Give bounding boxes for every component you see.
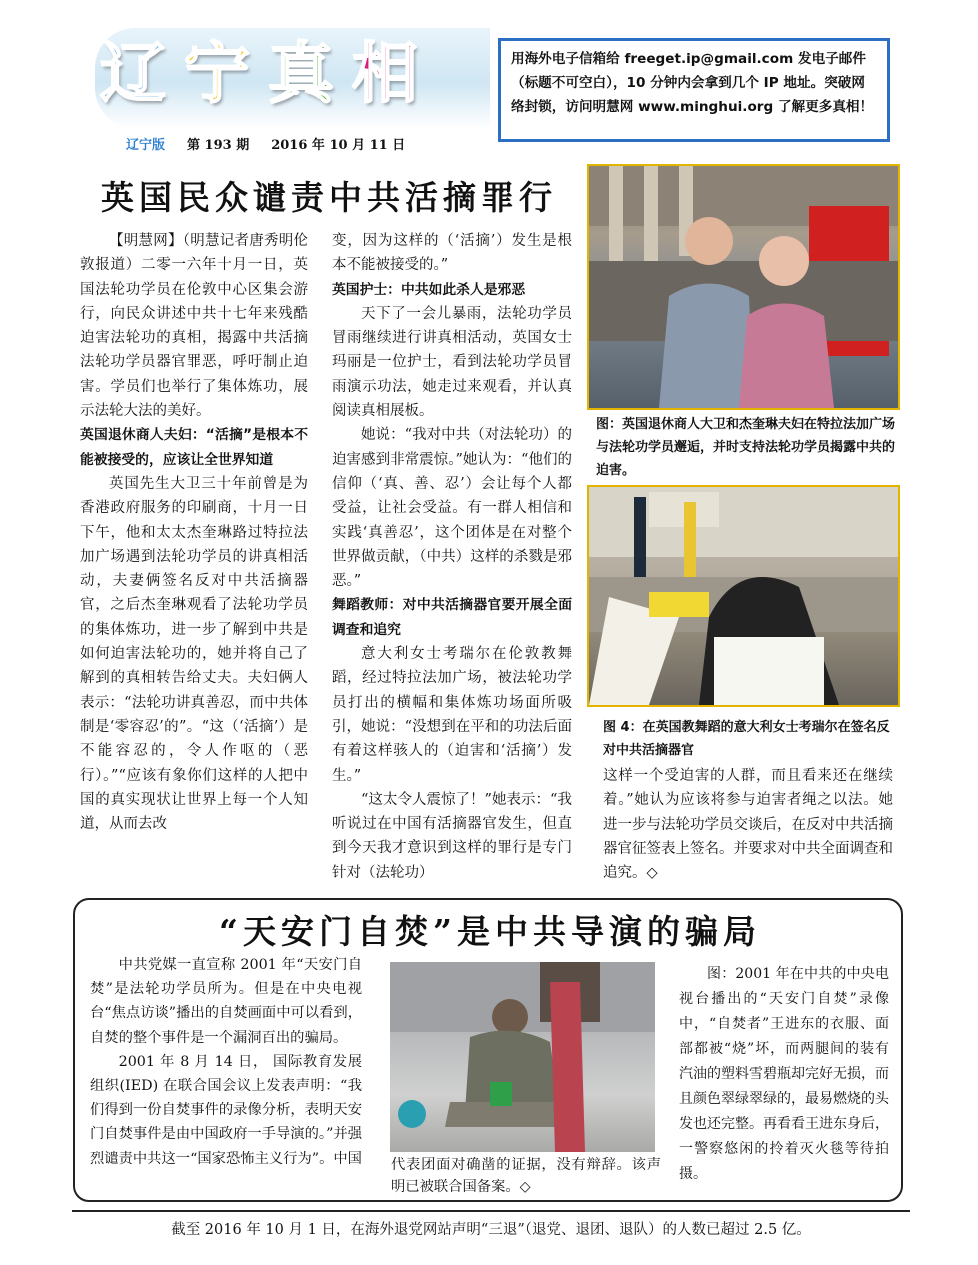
photo-self-immolation-footage	[390, 962, 655, 1152]
article-column-1	[80, 229, 308, 889]
notice-box: 用海外电子信箱给 freeget.ip@gmail.com 发电子邮件（标题不可空白），10 分钟内会拿到几个 IP 地址。突破网络封锁，访问明慧网 www.minghui.org 了解更多真相！	[498, 38, 890, 142]
paragraph: 代表团面对确凿的证据，没有辩辞。该声明已被联合国备案。◇	[391, 1157, 661, 1195]
paragraph: 这样一个受迫害的人群，而且看来还在继续着。”她认为应该将参与迫害者绳之以法。她进一步与法轮功学员交谈后，在反对中共活摘器官征签表上签名。并要求对中共全面调查和追究。◇	[603, 768, 893, 882]
section-subheading: 英国退休商人夫妇：“活摘”是根本不能被接受的，应该让全世界知道	[80, 427, 308, 468]
paragraph: 【明慧网】（明慧记者唐秀明伦敦报道）二零一六年十月一日，英国法轮功学员在伦敦中心区集会游行，向民众讲述中共十七年来残酷迫害法轮功的真相，揭露中共活摘法轮功学员器官罪恶，呼吁制止迫害。学员们也举行了集体炼功，展示法轮大法的美好。	[80, 233, 308, 420]
photo-caption: 图：英国退休商人大卫和杰奎琳夫妇在特拉法加广场与法轮功学员邂逅，并时支持法轮功学员揭露中共的迫害。	[596, 417, 896, 478]
logo-char: 真	[268, 35, 334, 112]
article-headline: 英国民众谴责中共活摘罪行	[101, 178, 557, 217]
article-headline: “天安门自焚”是中共导演的骗局	[219, 912, 761, 951]
paragraph: 变，因为这样的（‘活摘’）发生是根本不能被接受的。”	[332, 233, 572, 274]
issue-number: 第 193 期	[187, 138, 250, 153]
paragraph: 中共党媒一直宣称 2001 年“天安门自焚”是法轮功学员所为。但是在中央电视台“焦点访谈”播出的自焚画面中可以看到，自焚的整个事件是一个漏洞百出的骗局。	[90, 957, 362, 1046]
photo-signing-petition	[587, 485, 900, 707]
article-column-1	[90, 953, 362, 1197]
logo-char: 宁	[184, 35, 250, 112]
section-subheading: 英国护士：中共如此杀人是邪恶	[332, 281, 526, 298]
photo-caption: 图：2001 年在中共的中央电视台播出的“天安门自焚”录像中，“自焚者”王进东的衣服、面部都被“烧”坏，而两腿间的装有汽油的塑料雪碧瓶却完好无损，而且颜色翠绿翠绿的，最易燃烧的头发也还完整。再看看王进东身后，一警察悠闲的拎着灭火毯等待拍摄。	[679, 966, 889, 1182]
logo-char: 相	[352, 35, 418, 112]
paragraph: 天下了一会儿暴雨，法轮功学员冒雨继续进行讲真相活动，英国女士玛丽是一位护士，看到法轮功学员冒雨演示功法，她走过来观看，并认真阅读真相展板。	[332, 305, 572, 420]
logo-char: 辽	[100, 35, 166, 112]
edition-label: 辽宁版	[126, 138, 166, 153]
article-column-2	[391, 1154, 661, 1198]
article-column-2	[332, 229, 572, 889]
article-column-3	[603, 764, 893, 888]
paragraph: 她说：“我对中共（对法轮功）的迫害感到非常震惊。”她认为：“他们的信仰（‘真、善、忍’）会让每个人都受益，让社会受益。有一群人相信和实践‘真善忍’，这个团体是在对整个世界做贡献，（中共）这样的杀戮是邪恶。”	[332, 427, 572, 590]
section-subheading: 舞蹈教师：对中共活摘器官要开展全面调查和追究	[332, 597, 572, 638]
photo-caption: 图 4：在英国教舞蹈的意大利女士考瑞尔在签名反对中共活摘器官	[603, 720, 890, 758]
paragraph: 2001 年 8 月 14 日， 国际教育发展组织(IED) 在联合国会议上发表声明：“我们得到一份自焚事件的录像分析，表明天安门自焚事件是由中国政府一手导演的。”并强烈谴责中共这一“国家恐怖主义行为”。中国	[90, 1053, 362, 1167]
masthead-logo	[100, 34, 418, 114]
paragraph: 意大利女士考瑞尔在伦敦教舞蹈，经过特拉法加广场，被法轮功学员打出的横幅和集体炼功场面所吸引，她说：“没想到在平和的功法后面有着这样骇人的（迫害和‘活摘’）发生。”	[332, 646, 572, 784]
photo-caption-column	[679, 962, 889, 1187]
photo-couple-trafalgar	[587, 164, 900, 410]
paragraph: 英国先生大卫三十年前曾是为香港政府服务的印刷商，十月一日下午，他和太太杰奎琳路过特拉法加广场遇到法轮功学员的讲真相活动，夫妻俩签名反对中共活摘器官，之后杰奎琳观看了法轮功学员的集体炼功，进一步了解到中共是如何迫害法轮功的，她并将自己了解到的真相转告给丈夫。夫妇俩人表示：“法轮功讲真善忍，而中共体制是‘零容忍’的”。“这（‘活摘’）是不能容忍的，令人作呕的（恶行）。”“应该有象你们这样的人把中国的真实现状让世界上每一个人知道，从而去改	[80, 475, 308, 833]
paragraph: “这太令人震惊了！”她表示：“我听说过在中国有活摘器官发生，但直到今天我才意识到这样的罪行是专门针对（法轮功）	[332, 791, 572, 881]
issue-line	[126, 134, 405, 153]
footer-divider	[72, 1210, 910, 1212]
issue-date: 2016 年 10 月 11 日	[271, 138, 406, 153]
footer-note: 截至 2016 年 10 月 1 日，在海外退党网站声明“三退”（退党、退团、退队）的人数已超过 2.5 亿。	[171, 1222, 811, 1238]
